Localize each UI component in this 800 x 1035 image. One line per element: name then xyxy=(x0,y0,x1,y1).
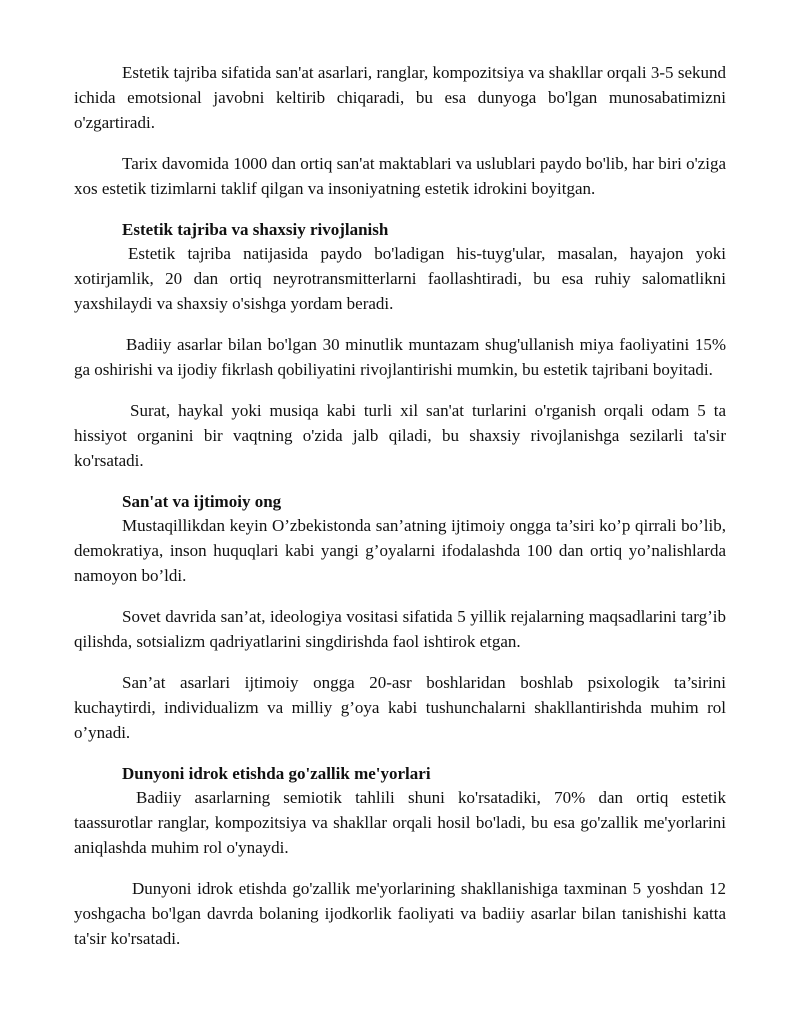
section-heading-beauty-norms: Dunyoni idrok etishda go'zallik me'yorlari xyxy=(122,764,431,783)
paragraph-art-schools: Tarix davomida 1000 dan ortiq san'at maktablari va uslublari paydo bo'lib, har biri o'ziga xos estetik tizimlarni taklif qilgan va insoniyatning estetik idrokini boyitgan. xyxy=(74,154,726,198)
paragraph-aesthetic-experience: Estetik tajriba sifatida san'at asarlari, ranglar, kompozitsiya va shakllar orqali 3-5 sekund ichida emotsional javobni keltirib chiqaradi, bu esa dunyoga bo'lgan munosabatimizni o'zgartiradi. xyxy=(74,63,726,132)
section-heading-social-consciousness: San'at va ijtimoiy ong xyxy=(122,492,282,511)
paragraph-senses: Surat, haykal yoki musiqa kabi turli xil san'at turlarini o'rganish orqali odam 5 ta hissiyot organini bir vaqtning o'zida jalb qiladi, bu shaxsiy rivojlanishga sezilarli ta'sir ko'rsatadi. xyxy=(74,401,726,470)
paragraph-semiotic-analysis: Badiiy asarlarning semiotik tahlili shuni ko'rsatadiki, 70% dan ortiq estetik taassurotlar ranglar, kompozitsiya va shakllar orqali hosil bo'ladi, bu esa go'zallik me'yorlarini aniqlashda muhim rol o'ynaydi. xyxy=(74,788,726,857)
paragraph-childhood: Dunyoni idrok etishda go'zallik me'yorlarining shakllanishiga taxminan 5 yoshdan 12 yoshgacha bo'lgan davrda bolaning ijodkorlik faoliyati va badiiy asarlar bilan tanishishi katta ta'sir ko'rsatadi. xyxy=(74,879,726,948)
paragraph-independence: Mustaqillikdan keyin O’zbekistonda san’atning ijtimoiy ongga ta’siri ko’p qirrali bo’lib, demokratiya, inson huquqlari kabi yangi g’oyalarni ifodalashda 100 dan ortiq yo’nalishlarda namoyon bo’ldi. xyxy=(74,516,726,585)
paragraph-soviet-period: Sovet davrida san’at, ideologiya vositasi sifatida 5 yillik rejalarning maqsadlarini targ’ib qilishda, sotsializm qadriyatlarini singdirishda faol ishtirok etgan. xyxy=(74,607,726,651)
paragraph-20th-century: San’at asarlari ijtimoiy ongga 20-asr boshlaridan boshlab psixologik ta’sirini kuchaytirdi, individualizm va milliy g’oya kabi tushunchalarni shakllantirishda muhim rol o’ynadi. xyxy=(74,673,726,742)
document-page xyxy=(74,60,726,951)
paragraph-neurotransmitters: Estetik tajriba natijasida paydo bo'ladigan his-tuyg'ular, masalan, hayajon yoki xotirjamlik, 20 dan ortiq neyrotransmitterlarni faollashtiradi, bu esa ruhiy salomatlikni yaxshilaydi va shaxsiy o'sishga yordam beradi. xyxy=(74,244,726,313)
section-heading-personal-development: Estetik tajriba va shaxsiy rivojlanish xyxy=(122,220,389,239)
paragraph-brain-activity: Badiiy asarlar bilan bo'lgan 30 minutlik muntazam shug'ullanish miya faoliyatini 15% ga oshirishi va ijodiy fikrlash qobiliyatini rivojlantirishi mumkin, bu estetik tajribani boyitadi. xyxy=(74,335,726,379)
